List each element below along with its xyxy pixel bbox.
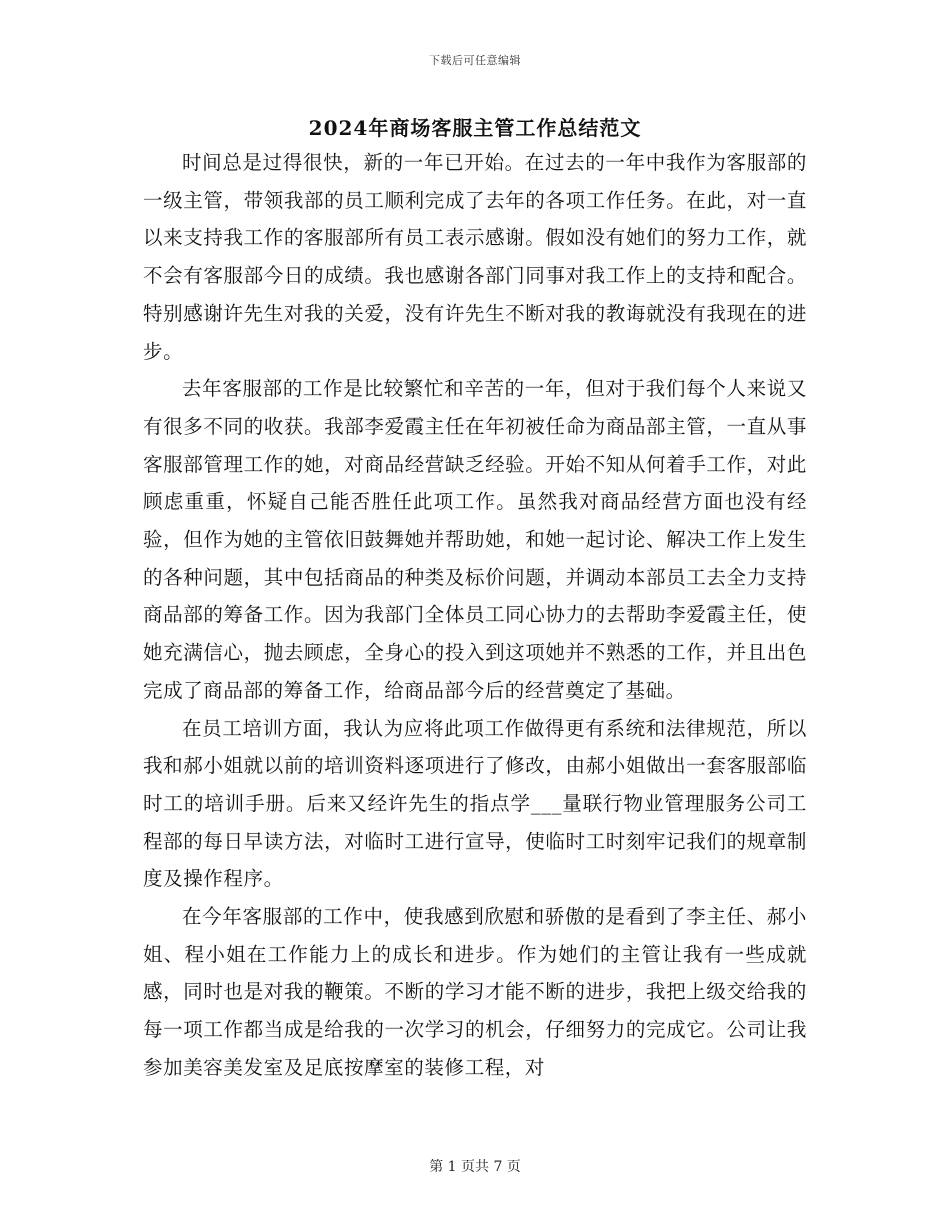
paragraph-1: 时间总是过得很快，新的一年已开始。在过去的一年中我作为客服部的一级主管，带领我部的员工顺利完成了去年的各项工作任务。在此，对一直以来支持我工作的客服部所有员工表示感谢。假如没有她们的努力工作，就不会有客服部今日的成绩。我也感谢各部门同事对我工作上的支持和配合。特别感谢许先生对我的关爱，没有许先生不断对我的教诲就没有我现在的进步。: [143, 151, 807, 363]
page-footer: 第 1 页共 7 页: [429, 1159, 521, 1175]
document-title: 2024年商场客服主管工作总结范文: [308, 116, 642, 140]
paragraph-3: 在员工培训方面，我认为应将此项工作做得更有系统和法律规范，所以我和郝小姐就以前的培训资料逐项进行了修改，由郝小姐做出一套客服部临时工的培训手册。后来又经许先生的指点学___量联行物业管理服务公司工程部的每日早读方法，对临时工进行宣导，使临时工时刻牢记我们的规章制度及操作程序。: [143, 716, 807, 891]
paragraph-4: 在今年客服部的工作中，使我感到欣慰和骄傲的是看到了李主任、郝小姐、程小姐在工作能力上的成长和进步。作为她们的主管让我有一些成就感，同时也是对我的鞭策。不断的学习才能不断的进步，我把上级交给我的每一项工作都当成是给我的一次学习的机会，仔细努力的完成它。公司让我参加美容美发室及足底按摩室的装修工程，对: [143, 905, 807, 1079]
page-header-note: 下载后可任意编辑: [429, 54, 521, 67]
paragraph-2: 去年客服部的工作是比较繁忙和辛苦的一年，但对于我们每个人来说又有很多不同的收获。我部李爱霞主任在年初被任命为商品部主管，一直从事客服部管理工作的她，对商品经营缺乏经验。开始不知从何着手工作，对此顾虑重重，怀疑自己能否胜任此项工作。虽然我对商品经营方面也没有经验，但作为她的主管依旧鼓舞她并帮助她，和她一起讨论、解决工作上发生的各种问题，其中包括商品的种类及标价问题，并调动本部员工去全力支持商品部的筹备工作。因为我部门全体员工同心协力的去帮助李爱霞主任，使她充满信心，抛去顾虑，全身心的投入到这项她并不熟悉的工作，并且出色完成了商品部的筹备工作，给商品部今后的经营奠定了基础。: [143, 377, 807, 702]
document-body: [143, 144, 807, 1087]
